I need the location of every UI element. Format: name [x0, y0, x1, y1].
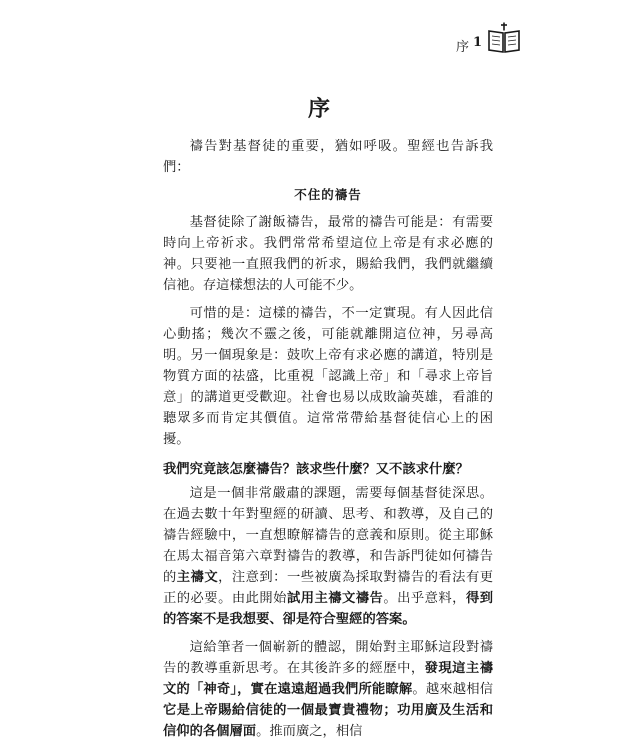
paragraph-2: 可惜的是：這樣的禱告，不一定實現。有人因此信心動搖；幾次不靈之後，可能就離開這位神，另尋高明。另一個現象是：鼓吹上帝有求必應的講道，特別是物質方面的祛盛，比重視「認識上帝」和「尋求上帝旨意」的講道更受歡迎。社會也易以成敗論英雄，看誰的聽眾多而肯定其價值。這常常帶給基督徒信心上的困擾。	[163, 306, 493, 447]
emphasis-run: 得到的答案不是我想要、卻是符合聖經的答案。	[163, 591, 494, 627]
chapter-title: 序	[307, 96, 332, 122]
emphasis-run: 主禱文	[176, 570, 219, 585]
question-heading: 我們究竟該怎麼禱告？該求些什麼？又不該求什麼？	[163, 462, 469, 477]
page-number: 1	[472, 35, 482, 50]
book-with-cross-icon	[486, 22, 522, 54]
text-run: 這給筆者一個嶄新的體認，開始對主耶穌這段對禱告的教導重新思考。在其後許多的經歷中，	[163, 640, 493, 676]
running-title: 序	[455, 40, 470, 55]
paragraph-1: 基督徒除了謝飯禱告，最常的禱告可能是：有需要時向上帝祈求。我們常常希望這位上帝是有求必應的神。只要祂一直照我們的祈求，賜給我們，我們就繼續信祂。存這樣想法的人可能不少。	[163, 215, 493, 293]
text-run: 。出乎意料，	[383, 591, 466, 606]
text-run: 這是一個非常嚴肅的課題，需要每個基督徒深思。在過去數十年對聖經的研讀、思考、和教導，及自己的禱告經驗中，一直想瞭解禱告的意義和原則。從主耶穌在馬太福音第六章對禱告的教導，和告訴門徒如何禱告的	[163, 486, 493, 585]
emphasis-run: 試用主禱文禱告	[286, 591, 384, 606]
emphasis-run: 它是上帝賜給信徒的一個最寶貴禮物；功用廣及生活和信仰的各個層面	[163, 703, 493, 739]
text-run: 。越來越相信	[412, 682, 494, 697]
text-run: 。推而廣之，相信	[256, 724, 363, 739]
running-header	[122, 20, 522, 60]
text-run: ，注意到：一些被廣為採取對禱告的看法有更正的必要。由此開始	[163, 570, 494, 606]
body-text	[163, 136, 493, 742]
paragraph-3	[163, 483, 493, 630]
intro-paragraph: 禱告對基督徒的重要，猶如呼吸。聖經也告訴我們：	[163, 139, 493, 175]
subheading: 不住的禱告	[294, 187, 362, 202]
paragraph-4	[163, 637, 493, 742]
emphasis-run: 發現這主禱文的「神奇」，實在遠遠超過我們所能瞭解	[163, 661, 494, 697]
